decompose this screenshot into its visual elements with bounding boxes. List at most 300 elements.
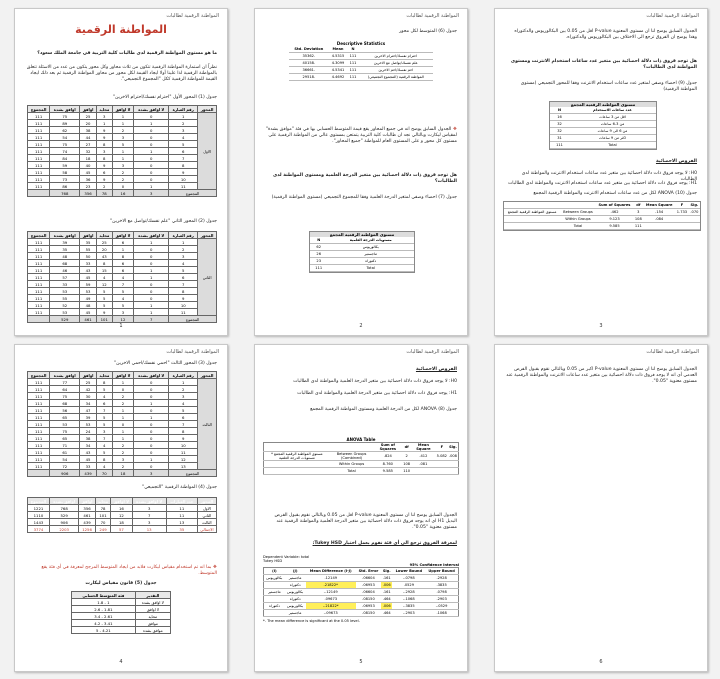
table-cell: [264, 468, 330, 475]
anova-table-body: [504, 202, 700, 230]
table-cell: -.1068: [392, 596, 425, 603]
table-cell: 1: [134, 309, 169, 316]
table-row: [28, 379, 217, 386]
table-cell: -.2903: [392, 610, 425, 617]
table-cell: 18: [80, 155, 97, 162]
table-row: [550, 128, 656, 135]
table-cell: محايد: [135, 613, 170, 620]
table-cell: 4: [112, 274, 134, 281]
page-header: المواطنة الرقمية لطالبات: [406, 13, 459, 19]
table-cell: 26: [310, 251, 327, 258]
table-cell: 52: [50, 302, 80, 309]
table-cell: ماجستير: [285, 575, 306, 582]
table-row: [28, 183, 217, 190]
likert-scale-table: [71, 591, 171, 634]
table-cell: مستوى المواطنة الرقمية المجمع * مستويات الدرجة العلمية: [264, 452, 330, 461]
page-header: المواطنة الرقمية لطالبات: [646, 13, 699, 19]
test-name: Tukey HSD: [263, 559, 283, 563]
table-cell: 54: [50, 456, 80, 463]
column-header: المجموع: [28, 372, 50, 379]
table-cell: 1256: [79, 526, 95, 533]
table-cell: 8.760: [373, 461, 402, 468]
table-cell: .070: [690, 210, 699, 214]
table-row: [28, 148, 217, 155]
table-cell: 42: [80, 386, 97, 393]
table9-caption: جدول (9) احصاء وصفي لمتغير عدد ساعات استخدام الانترنت وفقا للمحور التجميعي (مستوى المواطنة الرقمية): [520, 81, 697, 92]
table-cell: 9.585: [373, 468, 402, 475]
table-cell: 45: [80, 169, 97, 176]
tukey-conclusion: الجدول السابق يوضح لنا ان مستوى المعنوية P-value اقل من 0.05 بين البكالوريوس والدكتوراه وهذا يوضح ان الفروق ترجع الى الاختلاف بين البكالوريوس والدكتوراه.: [514, 29, 697, 40]
table-cell: 32: [550, 121, 569, 128]
table-cell: 111: [634, 224, 642, 228]
table-cell: .464: [382, 597, 391, 601]
table-cell: .006: [382, 604, 391, 608]
table-cell: 4.21 - 5: [72, 627, 136, 634]
hypotheses-title: الفروض الاحصائية: [415, 367, 457, 372]
table-cell: دكتوراه: [327, 258, 414, 265]
table-cell: 9: [169, 295, 198, 302]
table-cell: 3: [169, 393, 198, 400]
table-row: [264, 589, 459, 596]
table-cell: 111: [28, 400, 50, 407]
table-header-row: [28, 106, 217, 113]
table-cell: 111: [347, 53, 358, 60]
table-cell: 77: [50, 379, 80, 386]
table-cell: 47: [80, 407, 97, 414]
table-cell: .412: [411, 452, 436, 461]
column-header: اوافق بشدة: [50, 232, 80, 239]
table-cell: 32: [80, 148, 97, 155]
table-cell: 111: [28, 260, 50, 267]
total-cell: 70: [96, 470, 112, 477]
table-cell: 13: [166, 519, 197, 526]
table-row: [28, 162, 217, 169]
table-cell: 0: [134, 288, 169, 295]
table-cell: 44: [80, 134, 97, 141]
table-cell: دكتوراه: [285, 596, 306, 603]
table-cell: 3: [96, 113, 112, 120]
table-cell: 33: [50, 281, 80, 288]
table-cell: 64: [50, 386, 80, 393]
table-cell: 56: [50, 407, 80, 414]
table-cell: .06604: [356, 575, 381, 582]
table-row: [550, 135, 656, 142]
column-header: لا اوافق: [112, 372, 134, 379]
table-row: [72, 606, 171, 613]
table-cell: 23: [80, 183, 97, 190]
page-header: المواطنة الرقمية لطالبات: [406, 349, 459, 355]
column-header: Mean Square: [643, 202, 675, 209]
table-cell: 111: [28, 435, 50, 442]
table-cell: 25: [96, 239, 112, 246]
table-cell: 111: [28, 267, 50, 274]
table-row: [72, 613, 171, 620]
table-cell: 34: [80, 400, 97, 407]
table-row: [28, 113, 217, 120]
table-cell: 6: [112, 267, 134, 274]
table-cell: 111: [310, 265, 327, 272]
table-cell: .08150: [356, 596, 381, 603]
column-header: df: [402, 443, 411, 452]
table-cell: 3: [169, 253, 198, 260]
column-header: لا اوافق: [111, 498, 132, 505]
table-cell: 75: [50, 113, 80, 120]
table-cell: 4: [96, 442, 112, 449]
table-cell: 53: [50, 288, 80, 295]
table-cell: 111: [347, 60, 358, 67]
table-cell: 111: [28, 127, 50, 134]
total-cell: [28, 470, 50, 477]
column-header: المحور: [198, 232, 217, 239]
table-cell: اكثر من 9 ساعات: [569, 135, 656, 142]
table-cell: [436, 468, 448, 475]
table-cell: 0: [112, 183, 134, 190]
section-heading-2: هل توجد فروق ذات دلالة احصائية بين متغير الدرجة العلمية ومستوى المواطنة لدى الطالبات؟: [273, 173, 457, 184]
column-header: المحور: [198, 372, 217, 379]
confidence-interval-label: 95% Confidence Interval: [409, 563, 459, 567]
table-cell: 34: [80, 442, 97, 449]
table-cumulative: [27, 497, 217, 533]
table-cell: -.0798: [392, 575, 425, 582]
table-cell: 25: [80, 379, 97, 386]
table-cell: 3.41 - 4.2: [72, 620, 136, 627]
table-cell: .12149: [306, 575, 356, 582]
table-cell: موافق بشدة: [135, 627, 170, 634]
table-cell: 43: [80, 449, 97, 456]
column-header: محايد: [96, 372, 112, 379]
table-cell: 111: [28, 162, 50, 169]
table-cell: 55: [50, 295, 80, 302]
column-header: [330, 443, 374, 452]
table-cell: 48: [80, 302, 97, 309]
table-cell: 3: [112, 134, 134, 141]
table-cell: 111: [28, 379, 50, 386]
table-cell: 2: [402, 452, 411, 461]
table-cell: .08150: [356, 610, 381, 617]
table-cell: ماجستير: [327, 251, 414, 258]
table-cell: Total: [330, 468, 374, 475]
column-header: Std. Error: [356, 568, 381, 575]
column-header: اوافق بشدة: [50, 106, 80, 113]
table-cell: 9: [96, 309, 112, 316]
table-cell: 0: [134, 127, 169, 134]
table-cell: 75: [50, 141, 80, 148]
table-cell: 59: [50, 162, 80, 169]
table-cell: 111: [28, 463, 50, 470]
table-cell: 49: [80, 295, 97, 302]
total-cell: 906: [50, 470, 80, 477]
column-header: اوافق بشدة: [49, 498, 78, 505]
table-row: [28, 141, 217, 148]
table-cell: 4.5341: [329, 67, 348, 74]
table-cell: 2: [112, 442, 134, 449]
table-cell: 2: [112, 127, 134, 134]
table-header-row: [264, 568, 459, 575]
table-cell: 2: [169, 246, 198, 253]
table-cell: 25: [80, 113, 97, 120]
table-cell: 11: [166, 512, 197, 519]
table-cell: Total: [569, 142, 656, 149]
table-cell: 0: [134, 428, 169, 435]
table-cell: [264, 610, 285, 617]
table-cell: .36661: [289, 67, 329, 74]
table-cell: دكتوراه: [285, 582, 306, 589]
table-row: [28, 407, 217, 414]
column-header: df: [633, 202, 643, 209]
table-row: [72, 627, 171, 634]
table-row: [264, 468, 459, 475]
table-cell: 2.61 - 3.4: [72, 613, 136, 620]
axis-label: الاول: [198, 113, 217, 190]
table-cell: 62: [310, 244, 327, 251]
table-cell: 55: [80, 246, 97, 253]
column-header: F: [436, 443, 448, 452]
table-cell: 16: [550, 114, 569, 121]
intro-paragraph: نظراً ان استمارة المواطنة الرقمية تتكون من ثلاث محاور وكل محور يتكون من عدد من الاسئلة تتعلق بالمواطنة الرقمية لذا علينا أولا ايجاد القيمة لكل محور من محاور المواطنة الرقمية ثم بعد ذلك ايجاد القيمة للمواطنة الرقمية ككل "المجموع التجميعي".: [26, 65, 217, 82]
total-cell: [28, 190, 50, 197]
table-cell: 7: [169, 155, 198, 162]
null-hypothesis: H0: لا يوجد فروق ذات دلالة احصائية بين متغير الدرجة العلمية والمواطنة لدى الطالبات: [293, 379, 457, 384]
table-header-row: [72, 592, 171, 599]
table-cell: 0: [134, 141, 169, 148]
table2-caption: جدول (2) المحور الثاني "علم نفسك/تواصل مع الاخرين": [110, 219, 217, 224]
frequency-table-degree: [309, 231, 415, 273]
table-cell: 1221: [28, 505, 50, 512]
table-row: [28, 253, 217, 260]
column-header: N: [310, 237, 327, 244]
table-cell: 89: [50, 120, 80, 127]
total-cell: 439: [80, 470, 97, 477]
descriptive-stats-table: [289, 46, 433, 81]
table-cell: 356: [79, 505, 95, 512]
column-header: المحور: [197, 498, 216, 505]
table-cell: 53: [80, 288, 97, 295]
table-cell: 4: [96, 393, 112, 400]
table-cell: 3: [112, 162, 134, 169]
column-header: اوافق: [79, 498, 95, 505]
table-cell: 18: [111, 519, 132, 526]
table-cell: -.2928: [392, 589, 425, 596]
column-header: F: [675, 202, 689, 209]
table-cell: 4: [112, 295, 134, 302]
column-header: فئة المتوسط الحسابي: [72, 592, 136, 599]
table-cell: 7: [132, 512, 166, 519]
table-cell: 45: [80, 274, 97, 281]
table-row: [289, 53, 433, 60]
total-cell: 461: [80, 316, 97, 323]
table-row: [264, 575, 459, 582]
table-cell: 0: [134, 169, 169, 176]
table-cell: 45: [80, 309, 97, 316]
page-4: [14, 344, 228, 672]
table-cell: 108: [634, 217, 642, 221]
table-cell: 75: [50, 393, 80, 400]
table-cell: .2903: [425, 596, 458, 603]
table-cell: 1110: [28, 512, 50, 519]
total-label: المجموع: [169, 190, 217, 197]
total-cell: [28, 316, 50, 323]
table-cell: احم نفسك/احم الاخرين: [359, 67, 433, 74]
descriptive-stats: [289, 41, 433, 81]
table-cell: لا اوافق بشدة: [135, 599, 170, 606]
table-cell: .35362: [289, 53, 329, 60]
table-cell: 111: [28, 274, 50, 281]
column-header: المحور: [198, 106, 217, 113]
anova-table-degree: [263, 437, 459, 475]
table-cell: 9: [169, 169, 198, 176]
table-cell: 59: [80, 281, 97, 288]
table-cell: 1.733: [676, 210, 688, 214]
table-cell: علم نفسك/تواصل مع الاخرين: [359, 60, 433, 67]
table-total-row: [28, 190, 217, 197]
section-heading: ما هو مستوى المواطنة الرقمية لدى طالبات كلية التربية في جامعة الملك سعود؟: [37, 51, 217, 56]
total-cell: 12: [112, 316, 134, 323]
table-cell: 8: [96, 260, 112, 267]
column-header: محايد: [95, 498, 111, 505]
table-cell: 15: [96, 267, 112, 274]
table-cell: .824: [373, 452, 402, 461]
table-cell: 1: [112, 414, 134, 421]
table-cell: [264, 461, 330, 468]
table-cell: .008: [448, 452, 459, 461]
table-cell: 1: [134, 267, 169, 274]
table-row: [289, 67, 433, 74]
table-cell: 7: [112, 281, 134, 288]
table-row: [264, 461, 459, 468]
table-cell: 53: [50, 421, 80, 428]
column-header: لا اوافق بشدة: [134, 106, 169, 113]
table-cell: 1: [134, 148, 169, 155]
table-header-row: [264, 443, 459, 452]
table-cell: 9.585: [596, 223, 634, 230]
table-cell: .161: [382, 576, 391, 580]
table-cell: 5: [169, 267, 198, 274]
page-6: [494, 344, 708, 672]
table-cell: 111: [28, 309, 50, 316]
table-cell: 1: [169, 113, 198, 120]
table4-caption: جدول (4) المواطنة الرقمية "التجميعي": [142, 485, 217, 490]
column-header: المجموع: [28, 232, 50, 239]
table-cell: [504, 223, 560, 230]
alt-hypothesis: H1: يوجد فروق ذات دلالة احصائية بين متغير عدد ساعات استخدام الانترنت والمواطنة لدى الطالبات: [507, 181, 697, 186]
table-cell: 12: [96, 281, 112, 288]
table-cell: من 6 الى 9 ساعات: [569, 128, 656, 135]
table-cell: .161: [382, 590, 391, 594]
table-row: [310, 265, 414, 272]
table-cell: 1: [134, 120, 169, 127]
column-header: Mean Difference (I-J): [306, 568, 356, 575]
table-row: [28, 393, 217, 400]
anova-table-hours: [503, 201, 701, 231]
table-cell: 0: [134, 246, 169, 253]
table-cell: [675, 223, 689, 230]
column-header: محايد: [96, 106, 112, 113]
table-cell: .006: [382, 583, 391, 587]
table-cell: الاجمالي: [197, 526, 216, 533]
page-5: [254, 344, 468, 672]
table-cell: 111: [28, 442, 50, 449]
table-cell: 111: [28, 456, 50, 463]
table-cell: [436, 461, 448, 468]
likert-note: ❖ بما انه تم استخدام مقياس ليكارت فلابد من ايجاد المتوسط المرجح لمعرفة في أي فئة يقع المتوسط.: [41, 565, 217, 576]
table-cell: 1: [134, 183, 169, 190]
table-cell: بكالوريوس: [285, 603, 306, 610]
page-number: 5: [359, 659, 363, 665]
table-cell: 3: [96, 148, 112, 155]
table-cell: 0: [134, 393, 169, 400]
table-cell: 9: [96, 134, 112, 141]
table-cell: 6: [96, 169, 112, 176]
total-label: المجموع: [169, 470, 217, 477]
table-cell: 2: [169, 120, 198, 127]
table-cell: 0: [134, 407, 169, 414]
column-header: N: [550, 107, 569, 114]
column-header: Sig.: [382, 569, 391, 573]
table-cell: 11: [169, 449, 198, 456]
table-cell: 16: [111, 505, 132, 512]
anova-title: ANOVA Table: [346, 437, 376, 442]
bullet-icon: ❖: [211, 565, 217, 570]
table-cell: 0: [112, 386, 134, 393]
table-cell: 38: [80, 435, 97, 442]
table-cell: 5: [112, 302, 134, 309]
table-cell: 3: [112, 456, 134, 463]
table-cell: -.0529: [425, 603, 458, 610]
table-cell: 54: [50, 134, 80, 141]
table-row: [28, 134, 217, 141]
table-cell: 24: [80, 428, 97, 435]
table-cell: مستوى المواطنة الرقمية المجمع: [504, 209, 560, 216]
table-cell: 9.123: [596, 216, 634, 223]
table-cell: 4.5315: [329, 53, 348, 60]
table-cell: 1: [134, 274, 169, 281]
table-cell: [689, 216, 700, 223]
table-cell: .06604: [356, 589, 381, 596]
table-cell: 1: [169, 239, 198, 246]
table-row: [264, 452, 459, 461]
table-cell: 4: [169, 400, 198, 407]
table-cell: 86: [50, 183, 80, 190]
table-cell: 3774: [28, 526, 50, 533]
table-row: [264, 603, 459, 610]
table-row: [28, 260, 217, 267]
total-cell: 7: [134, 316, 169, 323]
column-header: اوافق: [80, 232, 97, 239]
page-number: 4: [119, 659, 123, 665]
page-number: 2: [359, 323, 363, 329]
table-cell: 35: [166, 526, 197, 533]
table-cell: 2: [112, 400, 134, 407]
table-row: [28, 176, 217, 183]
table-cell: 33: [80, 463, 97, 470]
table-cell: ماجستير: [285, 610, 306, 617]
table-cell: 8: [96, 379, 112, 386]
table-cell: 39: [80, 414, 97, 421]
table-cell: 6: [112, 239, 134, 246]
table-cell: 7: [96, 407, 112, 414]
table-row: [28, 274, 217, 281]
table-cell: 111: [28, 281, 50, 288]
table-cell: 2: [112, 449, 134, 456]
column-header: Std. Deviation: [289, 46, 329, 53]
table-cell: 35: [50, 246, 80, 253]
table-cell: 6: [169, 414, 198, 421]
table-cell: 40: [80, 162, 97, 169]
table-cell: 33: [80, 260, 97, 267]
table-row: [310, 251, 414, 258]
column-header: المجموع: [28, 498, 50, 505]
table-row: [28, 295, 217, 302]
